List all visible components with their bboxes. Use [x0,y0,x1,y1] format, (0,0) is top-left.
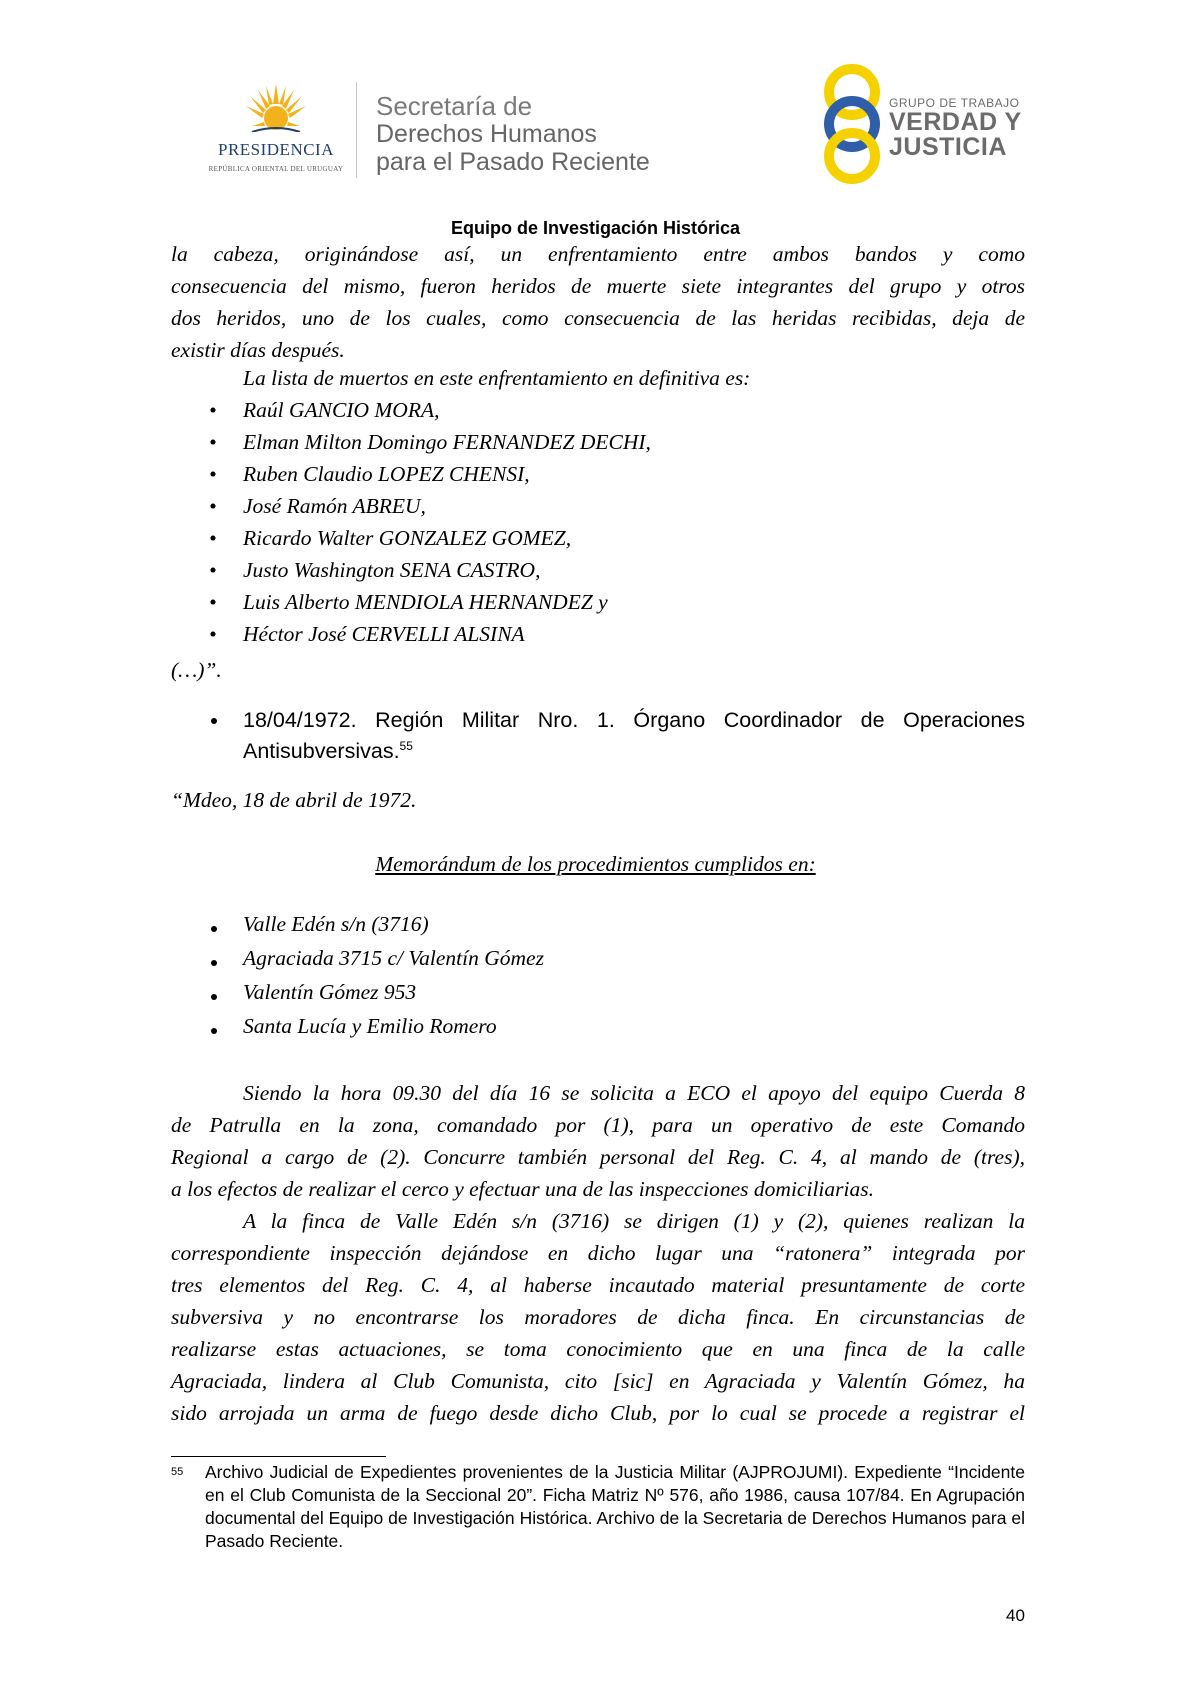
linked-rings-logo-icon [812,62,892,187]
entry-heading [243,705,1025,767]
bullet-icon: • [209,558,217,582]
memo-date: “Mdeo, 18 de abril de 1972. [171,788,417,812]
grupo-title-line-1: VERDAD Y [889,108,1022,136]
presidencia-subtitle: REPÚBLICA ORIENTAL DEL URUGUAY [208,165,344,173]
body-line: la cabeza, originándose así, un enfrentamiento entre ambos bandos y como [171,242,1025,266]
secretaria-line-2: Derechos Humanos [376,120,597,148]
body-line: Agraciada, lindera al Club Comunista, cito [sic] en Agraciada y Valentín Gómez, ha [171,1369,1025,1393]
bullet-icon: • [209,398,217,422]
secretaria-line-3: para el Pasado Reciente [376,148,650,176]
list-item: Valle Edén s/n (3716) [243,912,429,936]
list-item: Ruben Claudio LOPEZ CHENSI, [243,462,530,486]
team-title: Equipo de Investigación Histórica [450,218,741,238]
presidencia-wordmark: PRESIDENCIA [217,140,334,159]
grupo-small-label: GRUPO DE TRABAJO [889,96,1020,110]
bullet-icon: • [209,430,217,454]
entry-bullet-icon [211,718,217,724]
body-line: consecuencia del mismo, fueron heridos de muerte siete integrantes del grupo y otros [171,274,1025,298]
body-line: correspondiente inspección dejándose en dicho lugar una “ratonera” integrada por [171,1241,1025,1265]
logo-divider [356,82,357,178]
body-line: Siendo la hora 09.30 del día 16 se solicita a ECO el apoyo del equipo Cuerda 8 [243,1081,1025,1105]
list-item: Justo Washington SENA CASTRO, [243,558,541,582]
bullet-icon [211,926,217,932]
body-line: realizarse estas actuaciones, se toma conocimiento que en una finca de la calle [171,1337,1025,1361]
presidencia-logo [196,80,356,180]
body-line: A la finca de Valle Edén s/n (3716) se dirigen (1) y (2), quienes realizan la [243,1209,1025,1233]
grupo-title-line-2: JUSTICIA [889,133,1007,161]
entry-line-2: Antisubversivas. [243,739,400,763]
body-line: tres elementos del Reg. C. 4, al haberse incautado material presuntamente de corte [171,1273,1025,1297]
list-item: Agraciada 3715 c/ Valentín Gómez [243,946,544,970]
body-line: subversiva y no encontrarse los moradores de dicha finca. En circunstancias de [171,1305,1025,1329]
page-number: 40 [1006,1606,1025,1625]
list-item: Elman Milton Domingo FERNANDEZ DECHI, [243,430,651,454]
list-intro: La lista de muertos en este enfrentamiento en definitiva es: [243,366,751,390]
bullet-icon [211,960,217,966]
sun-emblem-icon [244,82,308,142]
entry-line-2-wrap [243,736,1025,767]
body-line: de Patrulla en la zona, comandado por (1), para un operativo de este Comando [171,1113,1025,1137]
list-item: Luis Alberto MENDIOLA HERNANDEZ y [243,590,608,614]
bullet-icon: • [209,526,217,550]
bullet-icon: • [209,622,217,646]
list-item: Valentín Gómez 953 [243,980,417,1004]
list-item: José Ramón ABREU, [243,494,426,518]
grupo-trabajo-wordmark [889,96,1022,160]
bullet-icon: • [209,462,217,486]
body-line: Regional a cargo de (2). Concurre también personal del Reg. C. 4, al mando de (tres), [171,1145,1025,1169]
bullet-icon: • [209,590,217,614]
list-item: Raúl GANCIO MORA, [243,398,440,422]
quote-close: (…)”. [171,658,222,682]
entry-line-1: 18/04/1972. Región Militar Nro. 1. Órgano Coordinador de Operaciones [243,708,1025,732]
list-item: Ricardo Walter GONZALEZ GOMEZ, [243,526,572,550]
secretaria-wordmark [376,92,650,176]
memo-title: Memorándum de los procedimientos cumplidos en: [375,852,816,876]
bullet-icon: • [209,494,217,518]
footnote-number: 55 [171,1466,184,1478]
body-line: sido arrojada un arma de fuego desde dicho Club, por lo cual se procede a registrar el [171,1401,1025,1425]
body-line: a los efectos de realizar el cerco y efectuar una de las inspecciones domiciliarias. [171,1177,874,1201]
footnote-ref: 55 [399,738,413,753]
footnote-rule [171,1456,386,1457]
list-item: Santa Lucía y Emilio Romero [243,1014,497,1038]
list-item: Héctor José CERVELLI ALSINA [243,622,525,646]
bullet-icon [211,994,217,1000]
bullet-icon [211,1028,217,1034]
body-line: dos heridos, uno de los cuales, como consecuencia de las heridas recibidas, deja de [171,306,1025,330]
body-line: existir días después. [171,338,345,362]
secretaria-line-1: Secretaría de [376,91,533,121]
footnote-text: Archivo Judicial de Expedientes provenientes de la Justicia Militar (AJPROJUMI). Expediente “Incidente en el Club Comunista de la Seccional 20”. Ficha Matriz Nº 576, año 1986, causa 107/84. En Agrupación documental del Equipo de Investigación Histórica. Archivo de la Secretaria de Derechos Humanos para el Pasado Reciente. [205,1462,1025,1551]
